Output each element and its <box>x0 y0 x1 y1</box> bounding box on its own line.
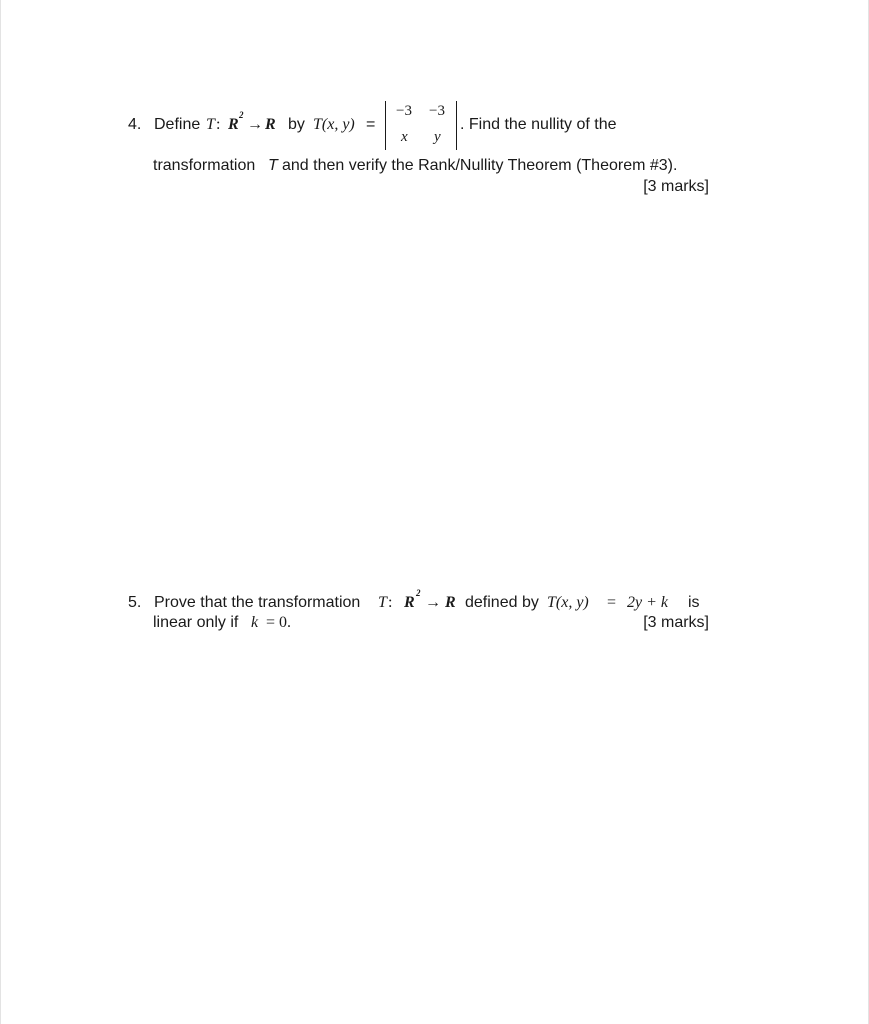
matrix-a22: y <box>434 129 441 145</box>
q5-marks: [3 marks] <box>643 614 709 631</box>
q5-expression: 2y + k <box>627 594 668 611</box>
q5-is: is <box>688 594 700 611</box>
q4-colon: : <box>216 116 221 133</box>
matrix-a11: −3 <box>396 103 412 119</box>
q5-defined-by: defined by <box>465 594 539 611</box>
matrix-a12: −3 <box>429 103 445 119</box>
q5-prove-text: Prove that the transformation <box>154 594 361 611</box>
q4-R-codomain: R <box>265 116 276 133</box>
page-edge-left <box>0 0 1 1024</box>
q4-Txy: T(x, y) <box>313 116 355 133</box>
q5-R-domain: R <box>404 594 415 611</box>
q5-equals: = <box>607 594 617 611</box>
q4-arrow: → <box>247 116 263 133</box>
q5-condition: = 0. <box>266 614 292 631</box>
determinant-right-bar <box>456 101 457 150</box>
q4-find-text: . Find the nullity of the <box>460 116 617 133</box>
q5-number: 5. <box>128 594 142 611</box>
determinant-left-bar <box>385 101 386 150</box>
q5-linear-only-if: linear only if <box>153 614 239 631</box>
q4-number: 4. <box>128 116 142 133</box>
q5-R-codomain: R <box>445 594 456 611</box>
q4-line2-rest: and then verify the Rank/Nullity Theorem (Theorem #3). <box>282 157 678 174</box>
q4-line2-T: T <box>268 157 278 174</box>
q4-R-domain: R <box>228 116 239 133</box>
q4-T: T <box>206 116 215 133</box>
q5-exponent: 2 <box>416 588 421 598</box>
q4-line2-start: transformation <box>153 157 256 174</box>
q5-arrow: → <box>425 594 441 611</box>
q4-by-label: by <box>288 116 305 133</box>
q4-exponent: 2 <box>239 110 244 120</box>
matrix-a21: x <box>401 129 408 145</box>
q5-k: k <box>251 614 259 631</box>
q4-marks: [3 marks] <box>643 178 709 195</box>
q5-T: T <box>378 594 387 611</box>
q5-colon: : <box>388 594 393 611</box>
q5-Txy: T(x, y) <box>547 594 589 611</box>
q4-define-label: Define <box>154 116 201 133</box>
q4-equals: = <box>366 116 376 133</box>
